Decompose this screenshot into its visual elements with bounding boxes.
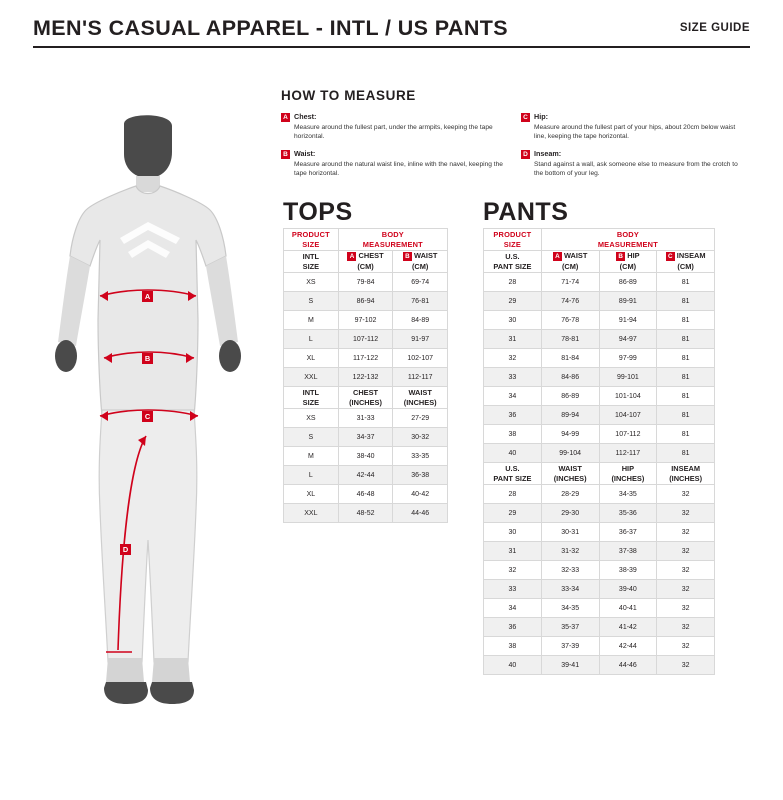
pants-inseam-cm-label: INSEAM (CM) (676, 251, 706, 272)
cell-waist: 84-89 (393, 311, 448, 330)
how-to-item-chest (281, 112, 503, 142)
cell-hip: 35-36 (599, 504, 657, 523)
cell-waist: 31-32 (541, 542, 599, 561)
cell-inseam: 81 (657, 349, 715, 368)
cell-inseam: 81 (657, 444, 715, 463)
cell-size: 31 (484, 542, 542, 561)
cell-waist: 91-97 (393, 330, 448, 349)
cell-size: 32 (484, 349, 542, 368)
how-to-item-hip (521, 112, 743, 142)
how-to-measure-section (281, 88, 749, 185)
pants-size-table (483, 228, 715, 675)
table-row (484, 368, 715, 387)
cell-waist: 76-78 (541, 311, 599, 330)
how-to-measure-title: HOW TO MEASURE (281, 88, 416, 103)
table-row (484, 444, 715, 463)
tops-waist-cm-header (393, 251, 448, 273)
tops-chest-in-header: CHEST (INCHES) (338, 387, 393, 409)
table-row (484, 618, 715, 637)
letter-badge-a: A (347, 252, 356, 261)
cell-chest: 107-112 (338, 330, 393, 349)
how-to-item-inseam (521, 149, 743, 179)
cell-size: 33 (484, 368, 542, 387)
table-row-header (284, 251, 448, 273)
table-row (284, 485, 448, 504)
cell-waist: 71-74 (541, 273, 599, 292)
table-row (484, 349, 715, 368)
cell-inseam: 32 (657, 580, 715, 599)
pants-hip-cm-header (599, 251, 657, 273)
cell-inseam: 81 (657, 273, 715, 292)
cell-waist: 32-33 (541, 561, 599, 580)
cell-inseam: 81 (657, 292, 715, 311)
cell-waist: 84-86 (541, 368, 599, 387)
cell-hip: 34-35 (599, 485, 657, 504)
body-measurement-figure (28, 110, 268, 710)
cell-waist: 30-31 (541, 523, 599, 542)
cell-inseam: 81 (657, 311, 715, 330)
table-row (484, 523, 715, 542)
cell-hip: 91-94 (599, 311, 657, 330)
letter-badge-a: A (281, 113, 290, 122)
cell-waist: 35-37 (541, 618, 599, 637)
cell-hip: 38-39 (599, 561, 657, 580)
cell-size: XS (284, 273, 339, 292)
cell-hip: 97-99 (599, 349, 657, 368)
cell-size: L (284, 466, 339, 485)
tops-intl-size-header-inches: INTL SIZE (284, 387, 339, 409)
cell-inseam: 32 (657, 618, 715, 637)
cell-inseam: 32 (657, 542, 715, 561)
cell-size: M (284, 311, 339, 330)
cell-inseam: 81 (657, 368, 715, 387)
tops-chest-cm-header (338, 251, 393, 273)
cell-size: XL (284, 349, 339, 368)
cell-size: 36 (484, 406, 542, 425)
cell-waist: 76-81 (393, 292, 448, 311)
cell-hip: 86-89 (599, 273, 657, 292)
cell-inseam: 32 (657, 599, 715, 618)
how-to-item-label: Inseam: (534, 148, 562, 158)
letter-badge-d: D (521, 150, 530, 159)
pants-product-size-header: PRODUCT SIZE (484, 229, 542, 251)
cell-hip: 42-44 (599, 637, 657, 656)
cell-chest: 42-44 (338, 466, 393, 485)
table-row (484, 387, 715, 406)
how-to-item-label: Waist: (294, 148, 316, 158)
table-row (284, 330, 448, 349)
letter-badge-b: B (403, 252, 412, 261)
cell-size: 30 (484, 523, 542, 542)
pants-hip-in-header: HIP (INCHES) (599, 463, 657, 485)
table-row (284, 504, 448, 523)
how-to-item-desc: Measure around the fullest part, under the armpits, keeping the tape horizontal. (294, 124, 493, 141)
pants-waist-cm-header (541, 251, 599, 273)
table-row (484, 273, 715, 292)
table-row (284, 368, 448, 387)
cell-inseam: 32 (657, 656, 715, 675)
cell-waist: 27-29 (393, 409, 448, 428)
cell-chest: 46-48 (338, 485, 393, 504)
marker-b: B (142, 353, 153, 364)
how-to-item-desc: Measure around the fullest part of your hips, about 20cm below waist line, keeping the tape horizontal. (534, 124, 736, 141)
table-row (484, 656, 715, 675)
cell-waist: 78-81 (541, 330, 599, 349)
cell-hip: 39-40 (599, 580, 657, 599)
tops-section-title: TOPS (283, 198, 353, 226)
table-row (284, 311, 448, 330)
table-row (484, 580, 715, 599)
cell-size: 28 (484, 273, 542, 292)
tops-product-size-header: PRODUCT SIZE (284, 229, 339, 251)
table-row (484, 330, 715, 349)
table-row (484, 311, 715, 330)
cell-hip: 89-91 (599, 292, 657, 311)
cell-waist: 33-34 (541, 580, 599, 599)
cell-chest: 97-102 (338, 311, 393, 330)
marker-d: D (120, 544, 131, 555)
cell-hip: 112-117 (599, 444, 657, 463)
cell-hip: 94-97 (599, 330, 657, 349)
table-row (284, 292, 448, 311)
header-divider (33, 46, 750, 48)
table-row (284, 428, 448, 447)
cell-inseam: 81 (657, 330, 715, 349)
cell-waist: 94-99 (541, 425, 599, 444)
cell-chest: 86-94 (338, 292, 393, 311)
pants-waist-in-header: WAIST (INCHES) (541, 463, 599, 485)
cell-hip: 37-38 (599, 542, 657, 561)
tops-intl-size-header: INTL SIZE (284, 251, 339, 273)
cell-hip: 36-37 (599, 523, 657, 542)
pants-inseam-cm-header (657, 251, 715, 273)
cell-waist: 44-46 (393, 504, 448, 523)
table-row-header (484, 463, 715, 485)
cell-chest: 34-37 (338, 428, 393, 447)
table-row (484, 406, 715, 425)
cell-hip: 44-46 (599, 656, 657, 675)
cell-size: 40 (484, 656, 542, 675)
cell-waist: 89-94 (541, 406, 599, 425)
cell-size: 38 (484, 637, 542, 656)
cell-size: M (284, 447, 339, 466)
cell-hip: 41-42 (599, 618, 657, 637)
how-to-item-desc: Measure around the natural waist line, inline with the navel, keeping the tape horizontal. (294, 160, 503, 178)
how-to-item-label: Hip: (534, 112, 548, 121)
page-title: MEN'S CASUAL APPAREL - INTL / US PANTS (33, 16, 509, 40)
table-row (484, 504, 715, 523)
letter-badge-b: B (281, 150, 290, 159)
cell-size: 31 (484, 330, 542, 349)
table-row (284, 273, 448, 292)
cell-inseam: 32 (657, 637, 715, 656)
table-row-header (484, 251, 715, 273)
cell-hip: 107-112 (599, 425, 657, 444)
cell-hip: 99-101 (599, 368, 657, 387)
cell-waist: 99-104 (541, 444, 599, 463)
cell-size: XL (284, 485, 339, 504)
how-to-measure-column-right (521, 112, 743, 185)
cell-size: XXL (284, 368, 339, 387)
how-to-item-label: Chest: (294, 112, 317, 121)
cell-size: 29 (484, 504, 542, 523)
cell-waist: 69-74 (393, 273, 448, 292)
how-to-item-desc: Stand against a wall, ask someone else to measure from the crotch to the bottom of your leg. (534, 160, 738, 178)
cell-waist: 29-30 (541, 504, 599, 523)
table-row (484, 292, 715, 311)
cell-hip: 104-107 (599, 406, 657, 425)
cell-size: 29 (484, 292, 542, 311)
tops-waist-cm-label: WAIST (CM) (411, 251, 438, 272)
table-row (484, 561, 715, 580)
pants-waist-cm-label: WAIST (CM) (561, 251, 588, 272)
cell-size: 28 (484, 485, 542, 504)
cell-inseam: 81 (657, 406, 715, 425)
cell-waist: 28-29 (541, 485, 599, 504)
letter-badge-c: C (521, 113, 530, 122)
cell-size: XS (284, 409, 339, 428)
cell-waist: 112-117 (393, 368, 448, 387)
cell-waist: 34-35 (541, 599, 599, 618)
cell-size: 33 (484, 580, 542, 599)
cell-chest: 48-52 (338, 504, 393, 523)
how-to-item-waist (281, 149, 503, 179)
table-row-header (284, 387, 448, 409)
table-row (484, 485, 715, 504)
letter-badge-a: A (553, 252, 562, 261)
cell-size: S (284, 292, 339, 311)
cell-size: 30 (484, 311, 542, 330)
cell-inseam: 32 (657, 504, 715, 523)
pants-body-measurement-header: BODY MEASUREMENT (541, 229, 714, 251)
size-guide-label: SIZE GUIDE (679, 22, 750, 34)
cell-size: XXL (284, 504, 339, 523)
how-to-measure-column-left (281, 112, 503, 185)
cell-inseam: 32 (657, 485, 715, 504)
cell-hip: 40-41 (599, 599, 657, 618)
cell-inseam: 81 (657, 387, 715, 406)
table-row (484, 425, 715, 444)
cell-waist: 40-42 (393, 485, 448, 504)
cell-waist: 86-89 (541, 387, 599, 406)
cell-chest: 117-122 (338, 349, 393, 368)
tops-chest-cm-label: CHEST (CM) (357, 251, 384, 272)
cell-chest: 122-132 (338, 368, 393, 387)
pants-section-title: PANTS (483, 198, 569, 226)
tops-size-table (283, 228, 448, 523)
pants-hip-cm-label: HIP (CM) (619, 251, 640, 272)
cell-size: 34 (484, 387, 542, 406)
tops-waist-in-header: WAIST (INCHES) (393, 387, 448, 409)
cell-inseam: 32 (657, 561, 715, 580)
marker-a: A (142, 291, 153, 302)
cell-waist: 102-107 (393, 349, 448, 368)
cell-size: 40 (484, 444, 542, 463)
cell-chest: 38-40 (338, 447, 393, 466)
table-row (284, 447, 448, 466)
cell-size: 34 (484, 599, 542, 618)
table-row (284, 466, 448, 485)
cell-chest: 31-33 (338, 409, 393, 428)
cell-size: 32 (484, 561, 542, 580)
mannequin-illustration (28, 110, 268, 710)
table-row (484, 542, 715, 561)
letter-badge-b: B (616, 252, 625, 261)
cell-chest: 79-84 (338, 273, 393, 292)
cell-waist: 37-39 (541, 637, 599, 656)
table-row-header (484, 229, 715, 251)
table-row-header (284, 229, 448, 251)
tops-body-measurement-header: BODY MEASUREMENT (338, 229, 447, 251)
cell-hip: 101-104 (599, 387, 657, 406)
cell-inseam: 32 (657, 523, 715, 542)
table-row (284, 349, 448, 368)
marker-c: C (142, 411, 153, 422)
pants-us-size-header-inches: U.S. PANT SIZE (484, 463, 542, 485)
cell-waist: 39-41 (541, 656, 599, 675)
pants-inseam-in-header: INSEAM (INCHES) (657, 463, 715, 485)
cell-size: 36 (484, 618, 542, 637)
cell-inseam: 81 (657, 425, 715, 444)
cell-size: L (284, 330, 339, 349)
table-row (484, 637, 715, 656)
page-header (33, 16, 750, 58)
letter-badge-c: C (666, 252, 675, 261)
pants-us-size-header: U.S. PANT SIZE (484, 251, 542, 273)
cell-waist: 74-76 (541, 292, 599, 311)
cell-waist: 81-84 (541, 349, 599, 368)
cell-waist: 30-32 (393, 428, 448, 447)
table-row (484, 599, 715, 618)
cell-waist: 36-38 (393, 466, 448, 485)
table-row (284, 409, 448, 428)
cell-waist: 33-35 (393, 447, 448, 466)
cell-size: S (284, 428, 339, 447)
cell-size: 38 (484, 425, 542, 444)
